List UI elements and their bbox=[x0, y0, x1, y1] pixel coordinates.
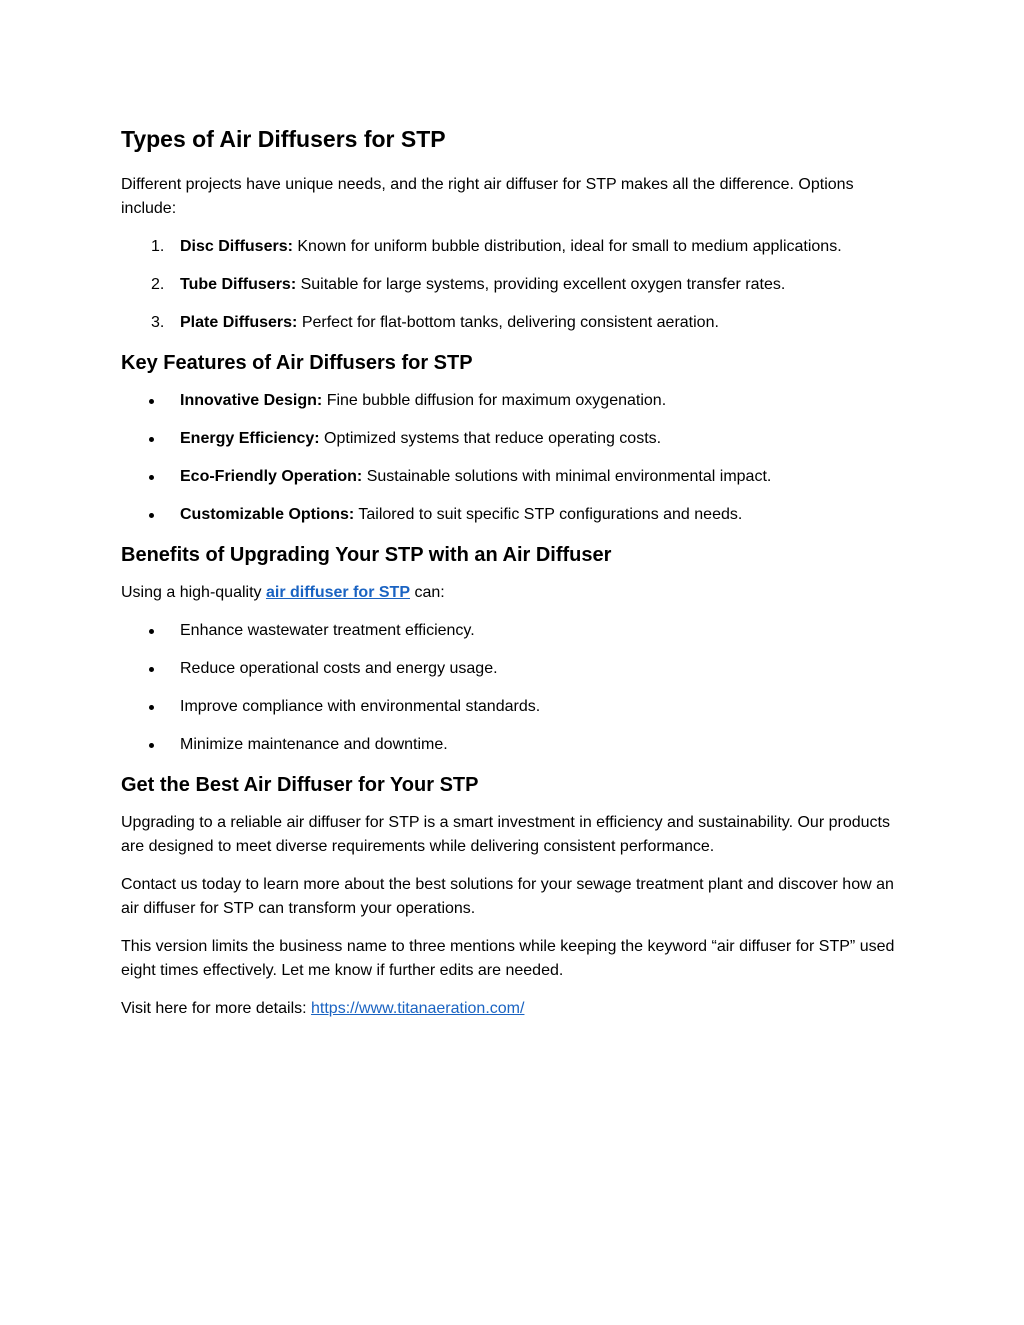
section-heading-types: Types of Air Diffusers for STP bbox=[121, 126, 446, 152]
bullet-icon bbox=[149, 437, 154, 442]
bullet-icon bbox=[149, 705, 154, 710]
section-heading-features: Key Features of Air Diffusers for STP bbox=[121, 352, 473, 374]
bullet-icon bbox=[149, 399, 154, 404]
list-term: Energy Efficiency: bbox=[180, 430, 320, 447]
list-number: 1. bbox=[151, 238, 165, 255]
list-number: 2. bbox=[151, 276, 165, 293]
list-item bbox=[121, 503, 911, 527]
list-item bbox=[121, 619, 911, 643]
list-text: Sustainable solutions with minimal environmental impact. bbox=[362, 468, 772, 485]
list-item bbox=[121, 733, 911, 757]
list-term: Innovative Design: bbox=[180, 392, 323, 409]
document-page bbox=[121, 120, 911, 1035]
list-text: Perfect for flat-bottom tanks, delivering consistent aeration. bbox=[297, 314, 719, 331]
benefits-intro-before: Using a high-quality bbox=[121, 584, 266, 601]
section-heading-benefits: Benefits of Upgrading Your STP with an Air Diffuser bbox=[121, 544, 612, 566]
bullet-icon bbox=[149, 629, 154, 634]
paragraph-version-note: This version limits the business name to three mentions while keeping the keyword “air diffuser for STP” used eight times effectively. Let me know if further edits are needed. bbox=[121, 938, 895, 979]
list-text: Improve compliance with environmental standards. bbox=[180, 698, 541, 715]
list-number: 3. bbox=[151, 314, 165, 331]
list-term: Disc Diffusers: bbox=[180, 238, 293, 255]
list-term: Customizable Options: bbox=[180, 506, 355, 523]
features-list bbox=[121, 389, 911, 527]
bullet-icon bbox=[149, 667, 154, 672]
benefits-intro-after: can: bbox=[410, 584, 445, 601]
list-text: Suitable for large systems, providing excellent oxygen transfer rates. bbox=[296, 276, 786, 293]
list-item bbox=[121, 273, 911, 297]
bullet-icon bbox=[149, 513, 154, 518]
paragraph-upgrading: Upgrading to a reliable air diffuser for STP is a smart investment in efficiency and sustainability. Our products are designed to meet diverse requirements while delivering consistent performance. bbox=[121, 814, 890, 855]
website-link[interactable]: https://www.titanaeration.com/ bbox=[311, 1000, 525, 1017]
list-term: Plate Diffusers: bbox=[180, 314, 298, 331]
section-heading-best: Get the Best Air Diffuser for Your STP bbox=[121, 774, 479, 796]
visit-label: Visit here for more details: bbox=[121, 1000, 312, 1017]
list-item bbox=[121, 235, 911, 259]
list-text: Optimized systems that reduce operating costs. bbox=[319, 430, 662, 447]
bullet-icon bbox=[149, 743, 154, 748]
list-text: Minimize maintenance and downtime. bbox=[180, 736, 448, 753]
list-term: Eco-Friendly Operation: bbox=[180, 468, 363, 485]
paragraph-contact: Contact us today to learn more about the best solutions for your sewage treatment plant and discover how an air diffuser for STP can transform your operations. bbox=[121, 876, 894, 917]
list-term: Tube Diffusers: bbox=[180, 276, 297, 293]
list-text: Tailored to suit specific STP configurations and needs. bbox=[354, 506, 743, 523]
types-intro: Different projects have unique needs, and the right air diffuser for STP makes all the difference. Options include: bbox=[121, 176, 854, 217]
list-item bbox=[121, 695, 911, 719]
benefits-intro bbox=[121, 581, 911, 605]
list-text: Enhance wastewater treatment efficiency. bbox=[180, 622, 475, 639]
list-item bbox=[121, 389, 911, 413]
benefits-list bbox=[121, 619, 911, 757]
paragraph-visit bbox=[121, 997, 911, 1021]
types-list bbox=[121, 235, 911, 335]
list-text: Known for uniform bubble distribution, ideal for small to medium applications. bbox=[292, 238, 842, 255]
list-item bbox=[121, 465, 911, 489]
list-text: Fine bubble diffusion for maximum oxygenation. bbox=[322, 392, 667, 409]
bullet-icon bbox=[149, 475, 154, 480]
list-text: Reduce operational costs and energy usage. bbox=[180, 660, 498, 677]
air-diffuser-link[interactable]: air diffuser for STP bbox=[265, 584, 410, 601]
list-item bbox=[121, 427, 911, 451]
list-item bbox=[121, 311, 911, 335]
list-item bbox=[121, 657, 911, 681]
